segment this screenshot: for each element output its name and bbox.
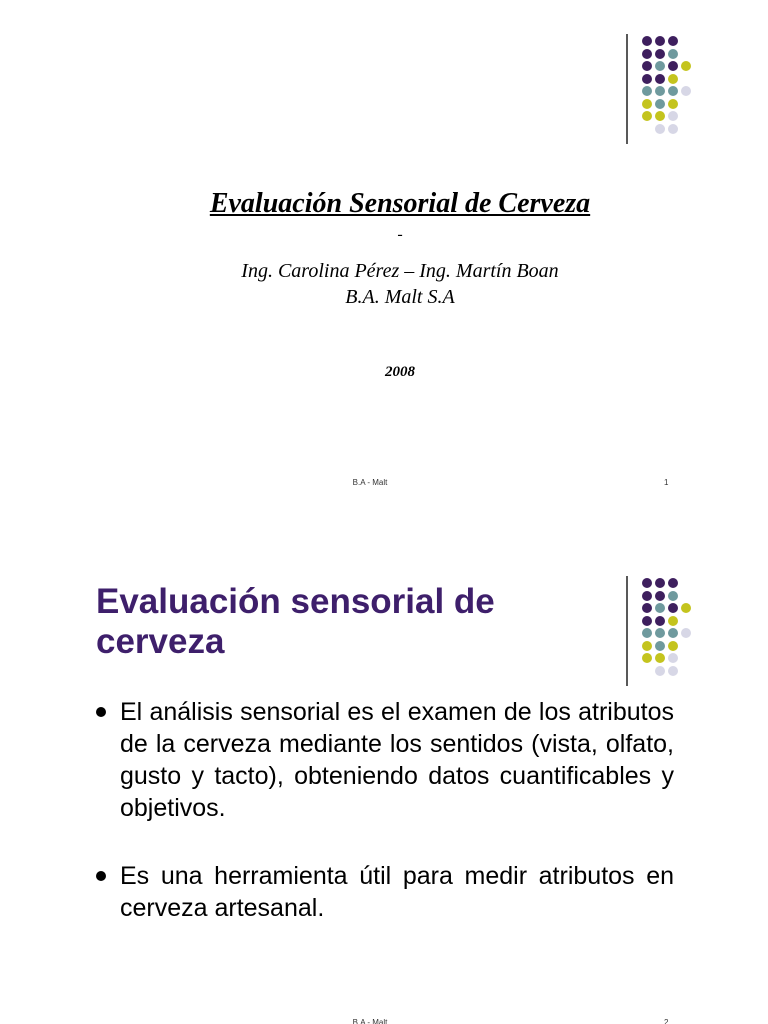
decorative-dot	[655, 74, 665, 84]
authors-names: Ing. Carolina Pérez – Ing. Martín Boan	[241, 260, 559, 282]
decorative-dot	[668, 99, 678, 109]
decorative-dot	[655, 61, 665, 71]
decorative-dot	[681, 628, 691, 638]
list-item	[96, 696, 674, 824]
decorative-dot	[655, 99, 665, 109]
decorative-dot	[668, 641, 678, 651]
company-name: B.A. Malt S.A	[345, 286, 455, 308]
list-item	[96, 860, 674, 924]
decorative-dot	[655, 578, 665, 588]
slide-1	[0, 0, 768, 500]
bullet-list	[96, 696, 674, 924]
decorative-dot	[642, 111, 652, 121]
decorative-dot	[642, 578, 652, 588]
decorative-dot	[655, 124, 665, 134]
decorative-dot	[642, 36, 652, 46]
decorative-dot	[668, 591, 678, 601]
year: 2008	[385, 364, 415, 380]
decorative-dot	[668, 36, 678, 46]
footer-label: B.A - Malt	[352, 1018, 388, 1024]
title-dash: -	[397, 226, 403, 243]
decorative-dot	[642, 641, 652, 651]
decorative-dot	[655, 616, 665, 626]
decorative-dot	[668, 578, 678, 588]
decorative-dot	[681, 86, 691, 96]
decorative-dot	[668, 74, 678, 84]
decorative-dot	[642, 86, 652, 96]
decorative-dot	[655, 49, 665, 59]
decorative-dot	[655, 36, 665, 46]
decorative-dot	[655, 628, 665, 638]
divider-line	[626, 576, 628, 686]
decorative-dot	[642, 99, 652, 109]
page-number: 1	[664, 478, 669, 487]
decorative-dot	[655, 641, 665, 651]
bullet-text: El análisis sensorial es el examen de los atributos de la cerveza mediante los sentidos (vista, olfato, gusto y tacto), obteniendo datos cuantificables y objetivos.	[120, 698, 674, 822]
decorative-dot-grid	[626, 34, 706, 144]
decorative-dot	[668, 616, 678, 626]
decorative-dot	[681, 603, 691, 613]
decorative-dot	[655, 653, 665, 663]
decorative-dot	[642, 74, 652, 84]
decorative-dot	[642, 603, 652, 613]
decorative-dot	[642, 49, 652, 59]
bullet-icon	[96, 871, 106, 881]
decorative-dot	[655, 111, 665, 121]
decorative-dot	[655, 666, 665, 676]
decorative-dot	[655, 86, 665, 96]
decorative-dot	[668, 111, 678, 121]
decorative-dot	[642, 628, 652, 638]
slide-title: Evaluación Sensorial de Cerveza	[209, 188, 591, 219]
decorative-dot	[668, 49, 678, 59]
bullet-text: Es una herramienta útil para medir atributos en cerveza artesanal.	[120, 862, 674, 922]
decorative-dot	[642, 653, 652, 663]
decorative-dot	[642, 591, 652, 601]
slide-2	[0, 540, 768, 1024]
decorative-dot	[668, 628, 678, 638]
page-number: 2	[664, 1018, 669, 1024]
bullet-icon	[96, 707, 106, 717]
decorative-dot	[668, 61, 678, 71]
divider-line	[626, 34, 628, 144]
footer-label: B.A - Malt	[352, 478, 388, 487]
decorative-dot	[668, 603, 678, 613]
decorative-dot	[642, 616, 652, 626]
authors	[0, 258, 768, 310]
decorative-dot	[668, 666, 678, 676]
decorative-dot	[668, 124, 678, 134]
decorative-dot	[668, 653, 678, 663]
decorative-dot	[642, 61, 652, 71]
decorative-dot	[655, 603, 665, 613]
decorative-dot	[681, 61, 691, 71]
decorative-dot	[655, 591, 665, 601]
decorative-dot	[668, 86, 678, 96]
slide-title: Evaluación sensorial de cerveza	[96, 582, 495, 661]
decorative-dot-grid	[626, 576, 706, 686]
